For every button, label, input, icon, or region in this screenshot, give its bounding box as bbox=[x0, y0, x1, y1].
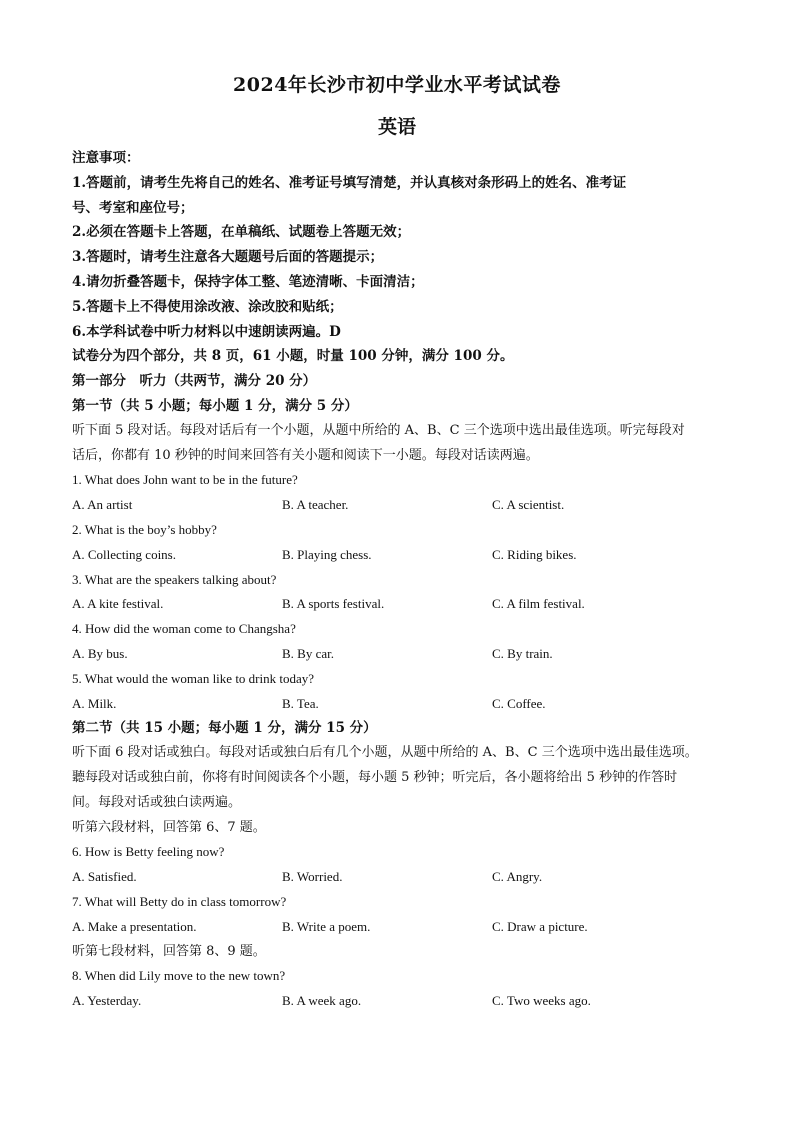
options-row bbox=[72, 543, 728, 568]
question-block bbox=[72, 964, 728, 1014]
section2-instruction: 听下面 6 段对话或独白。每段对话或独白后有几个小题，从题中所给的 A、B、C 三个选项中选出最佳选项。 bbox=[72, 745, 698, 761]
option-b: B. Tea. bbox=[282, 695, 319, 711]
section1-heading: 第一节（共 5 小题；每小题 1 分，满分 5 分） bbox=[72, 397, 358, 414]
notice-item: 4.请勿折叠答题卡，保持字体工整、笔迹清晰、卡面清洁； bbox=[72, 273, 424, 290]
question-text: 1. What does John want to be in the future? bbox=[72, 472, 298, 488]
option-a: A. Collecting coins. bbox=[72, 546, 176, 562]
question-block bbox=[72, 840, 728, 890]
options-row bbox=[72, 493, 728, 518]
section2-heading: 第二节（共 15 小题；每小题 1 分，满分 15 分） bbox=[72, 720, 377, 737]
option-b: B. By car. bbox=[282, 645, 334, 661]
notice-item: 3.答题时，请考生注意各大题题号后面的答题提示； bbox=[72, 249, 384, 266]
option-c: C. Two weeks ago. bbox=[492, 993, 591, 1009]
options-row bbox=[72, 915, 728, 940]
section2-instruction: 间。每段对话或独白读两遍。 bbox=[72, 794, 242, 810]
exam-title: 2024年长沙市初中学业水平考试试卷 bbox=[233, 74, 561, 96]
exam-content bbox=[72, 146, 728, 1014]
question-block bbox=[72, 617, 728, 667]
options-row bbox=[72, 642, 728, 667]
exam-subject: 英语 bbox=[377, 116, 416, 138]
option-b: B. A sports festival. bbox=[282, 596, 385, 612]
section1-instruction: 话后，你都有 10 秒钟的时间来回答有关小题和阅读下一小题。每段对话读两遍。 bbox=[72, 447, 539, 463]
options-row bbox=[72, 865, 728, 890]
question-block bbox=[72, 518, 728, 568]
question-text: 3. What are the speakers talking about? bbox=[72, 571, 277, 587]
material-group-heading: 听第六段材料，回答第 6、7 题。 bbox=[72, 819, 266, 835]
option-a: A. Milk. bbox=[72, 695, 117, 711]
option-c: C. A film festival. bbox=[492, 596, 585, 612]
notice-item: 5.答题卡上不得使用涂改液、涂改胶和贴纸； bbox=[72, 298, 343, 315]
option-a: A. By bus. bbox=[72, 645, 128, 661]
question-text: 4. How did the woman come to Changsha? bbox=[72, 621, 296, 637]
question-block bbox=[72, 568, 728, 618]
question-text: 2. What is the boy’s hobby? bbox=[72, 521, 217, 537]
option-c: C. Angry. bbox=[492, 869, 543, 885]
option-a: A. An artist bbox=[72, 497, 133, 513]
option-b: B. Playing chess. bbox=[282, 546, 372, 562]
question-block bbox=[72, 890, 728, 940]
notice-item: 号、考室和座位号； bbox=[72, 199, 194, 216]
section1-instruction: 听下面 5 段对话。每段对话后有一个小题，从题中所给的 A、B、C 三个选项中选出最佳选项。听完每段对 bbox=[72, 422, 685, 438]
option-a: A. A kite festival. bbox=[72, 596, 164, 612]
option-a: A. Make a presentation. bbox=[72, 918, 197, 934]
question-block bbox=[72, 468, 728, 518]
option-b: B. A week ago. bbox=[282, 993, 362, 1009]
option-c: C. Coffee. bbox=[492, 695, 546, 711]
notice-item: 1.答题前，请考生先将自己的姓名、准考证号填写清楚，并认真核对条形码上的姓名、准考证 bbox=[72, 174, 627, 191]
option-c: C. A scientist. bbox=[492, 497, 565, 513]
option-c: C. Draw a picture. bbox=[492, 918, 588, 934]
question-text: 8. When did Lily move to the new town? bbox=[72, 968, 286, 984]
question-text: 5. What would the woman like to drink today? bbox=[72, 670, 315, 686]
part1-heading: 第一部分 听力（共两节，满分 20 分） bbox=[72, 373, 317, 390]
options-row bbox=[72, 592, 728, 617]
options-row bbox=[72, 692, 728, 717]
question-block bbox=[72, 667, 728, 717]
section2-instruction: 聽每段对话或独白前，你将有时间阅读各个小题，每小题 5 秒钟；听完后，各小题将给出 5 秒钟的作答时 bbox=[72, 769, 678, 785]
question-text: 7. What will Betty do in class tomorrow? bbox=[72, 893, 287, 909]
option-c: C. By train. bbox=[492, 645, 553, 661]
notice-item: 6.本学科试卷中听力材料以中速朗读两遍。D bbox=[72, 323, 341, 340]
notice-item: 2.必须在答题卡上答题，在单稿纸、试题卷上答题无效； bbox=[72, 224, 411, 241]
material-group-heading: 听第七段材料，回答第 8、9 题。 bbox=[72, 943, 266, 959]
option-a: A. Yesterday. bbox=[72, 993, 142, 1009]
notice-heading: 注意事项： bbox=[72, 150, 140, 166]
exam-summary: 试卷分为四个部分，共 8 页，61 小题，时量 100 分钟，满分 100 分。 bbox=[72, 348, 514, 365]
option-b: B. Worried. bbox=[282, 869, 343, 885]
option-b: B. A teacher. bbox=[282, 497, 349, 513]
options-row bbox=[72, 989, 728, 1014]
option-c: C. Riding bikes. bbox=[492, 546, 577, 562]
question-text: 6. How is Betty feeling now? bbox=[72, 844, 225, 860]
option-b: B. Write a poem. bbox=[282, 918, 371, 934]
option-a: A. Satisfied. bbox=[72, 869, 137, 885]
